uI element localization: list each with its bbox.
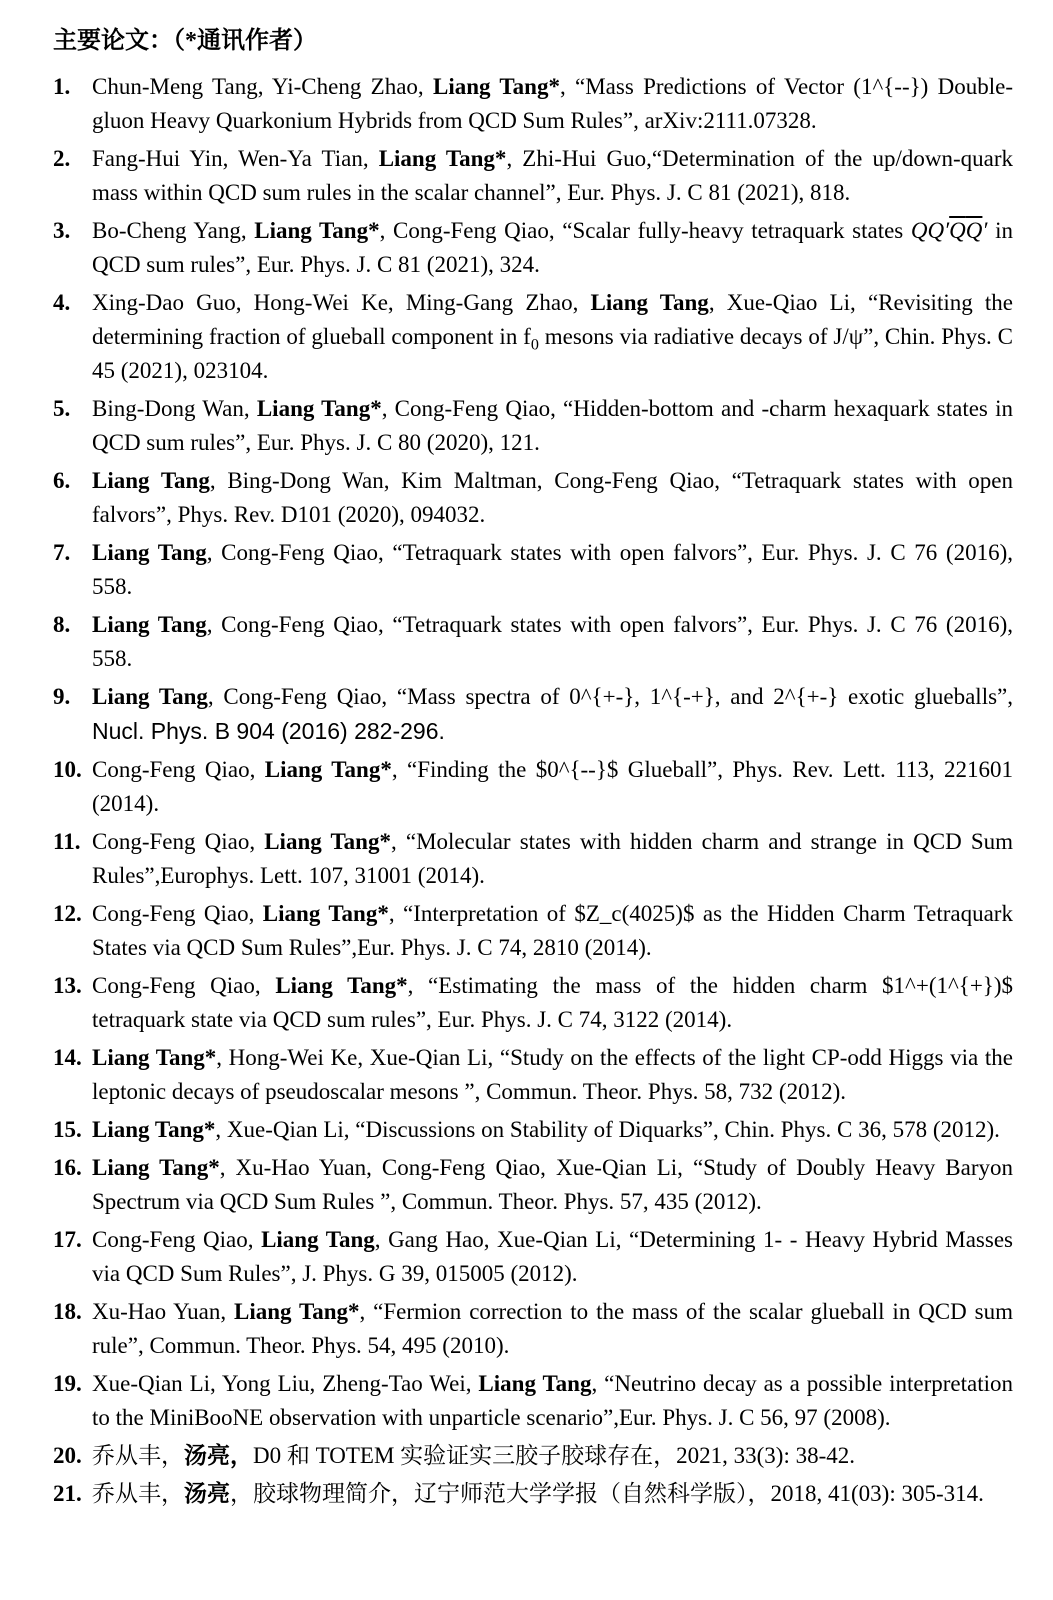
text-segment: Bo-Cheng Yang, — [92, 218, 255, 243]
text-segment: , Cong-Feng Qiao, “Scalar fully-heavy tetraquark states — [379, 218, 911, 243]
entry-number: 6. — [53, 468, 71, 493]
text-segment: 汤亮 — [184, 1481, 230, 1506]
entry-number: 2. — [53, 146, 71, 171]
text-segment: Liang Tang* — [264, 829, 391, 854]
text-segment: Cong-Feng Qiao, — [92, 829, 265, 854]
text-segment: , Cong-Feng Qiao, “Hidden-bottom and -charm hexaquark states in QCD sum rules”, Eur. Phys. J. C 80 (2020), 121. — [92, 396, 1013, 455]
text-segment: Liang Tang* — [92, 1155, 220, 1180]
text-segment: Liang Tang* — [92, 1045, 217, 1070]
text-segment: Liang Tang — [92, 612, 207, 637]
text-segment: Chun-Meng Tang, Yi-Cheng Zhao, — [92, 74, 433, 99]
publication-entry — [53, 1223, 1013, 1291]
text-segment: Liang Tang — [261, 1227, 375, 1252]
entry-number: 17. — [53, 1227, 82, 1252]
publication-entry — [53, 536, 1013, 604]
text-segment: Xing-Dao Guo, Hong-Wei Ke, Ming-Gang Zhao, — [92, 290, 591, 315]
text-segment: Liang Tang* — [433, 74, 560, 99]
text-segment: 汤亮， — [184, 1443, 253, 1468]
text-segment: Bing-Dong Wan, — [92, 396, 257, 421]
publication-entry — [53, 1113, 1013, 1147]
publication-entry — [53, 1477, 1013, 1511]
text-segment: Liang Tang — [92, 684, 208, 709]
text-segment: $\overline{Q}$ — [965, 218, 983, 243]
text-segment: , Cong-Feng Qiao, “Tetraquark states with open falvors”, Eur. Phys. J. C 76 (2016), 558. — [92, 540, 1013, 599]
text-segment: Liang Tang* — [262, 901, 389, 926]
text-segment: , Hong-Wei Ke, Xue-Qian Li, “Study on the effects of the light CP-odd Higgs via the leptonic decays of pseudoscalar mesons ”, Commun. Theor. Phys. 58, 732 (2012). — [92, 1045, 1013, 1104]
publication-entry — [53, 392, 1013, 460]
text-segment: D0 和 TOTEM 实验证实三胶子胶球存在，2021, 33(3): 38-42. — [253, 1443, 856, 1468]
text-segment: 乔从丰， — [92, 1481, 184, 1506]
entry-number: 1. — [53, 74, 71, 99]
text-segment: , Gang Hao, Xue-Qian Li, “Determining 1- - Heavy Hybrid Masses via QCD Sum Rules”, J. Phys. G 39, 015005 (2012). — [92, 1227, 1013, 1286]
publication-entry — [53, 969, 1013, 1037]
text-segment: , “Neutrino decay as a possible interpretation to the MiniBooNE observation with unparticle scenario”,Eur. Phys. J. C 56, 97 (2008). — [92, 1371, 1014, 1430]
text-segment: Fang-Hui Yin, Wen-Ya Tian, — [92, 146, 379, 171]
page-title: 主要论文：（*通讯作者） — [53, 28, 317, 54]
text-segment: , Cong-Feng Qiao, “Mass spectra of 0^{+-}, 1^{-+}, and 2^{+-} exotic glueballs”, — [207, 684, 1013, 709]
text-segment: 乔从丰， — [92, 1443, 184, 1468]
entry-number: 7. — [53, 540, 71, 565]
publication-entry — [53, 1367, 1013, 1435]
text-segment: mesons via radiative decays of J/ψ”, Chin. Phys. C 45 (2021), 023104. — [92, 324, 1013, 383]
text-segment: , Cong-Feng Qiao, “Tetraquark states with open falvors”, Eur. Phys. J. C 76 (2016), 558. — [92, 612, 1013, 671]
text-segment: Liang Tang* — [378, 146, 507, 171]
publication-list — [53, 70, 1013, 1511]
publication-entry — [53, 70, 1013, 138]
publication-entry — [53, 286, 1013, 388]
publication-entry — [53, 1151, 1013, 1219]
publication-entry — [53, 1295, 1013, 1363]
entry-number: 13. — [53, 973, 82, 998]
entry-number: 16. — [53, 1155, 82, 1180]
entry-number: 14. — [53, 1045, 82, 1070]
entry-number: 15. — [53, 1117, 82, 1142]
text-segment: Cong-Feng Qiao, — [92, 1227, 262, 1252]
text-segment: Liang Tang* — [256, 396, 382, 421]
text-segment: Liang Tang* — [234, 1299, 360, 1324]
text-segment: , “Mass Predictions of Vector (1^{--}) Double-gluon Heavy Quarkonium Hybrids from QCD Sum Rules”, arXiv:2111.07328. — [92, 74, 1013, 133]
publication-entry — [53, 1439, 1013, 1473]
publication-entry — [53, 1041, 1013, 1109]
text-segment: , Bing-Dong Wan, Kim Maltman, Cong-Feng Qiao, “Tetraquark states with open falvors”, Phys. Rev. D101 (2020), 094032. — [92, 468, 1013, 527]
entry-number: 4. — [53, 290, 71, 315]
text-segment: , Xue-Qian Li, “Discussions on Stability of Diquarks”, Chin. Phys. C 36, 578 (2012). — [215, 1117, 1000, 1142]
publication-entry — [53, 214, 1013, 282]
entry-number: 8. — [53, 612, 71, 637]
publication-entry — [53, 753, 1013, 821]
entry-number: 11. — [53, 829, 81, 854]
text-segment: Liang Tang* — [275, 973, 408, 998]
text-segment: Xu-Hao Yuan, — [92, 1299, 235, 1324]
text-segment: , “Finding the $0^{--}$ Glueball”, Phys. Rev. Lett. 113, 221601 (2014). — [92, 757, 1013, 816]
text-segment: Liang Tang — [478, 1371, 592, 1396]
text-segment: 0 — [530, 336, 539, 354]
entry-number: 20. — [53, 1443, 82, 1468]
text-segment: Nucl. Phys. B 904 (2016) 282-296. — [92, 718, 445, 744]
publication-entry — [53, 464, 1013, 532]
publication-entry — [53, 608, 1013, 676]
text-segment: Liang Tang — [92, 468, 210, 493]
text-segment: $\overline{Q}$ — [949, 218, 966, 243]
entry-number: 19. — [53, 1371, 82, 1396]
entry-number: 21. — [53, 1481, 82, 1506]
publication-entry — [53, 680, 1013, 749]
text-segment: Liang Tang — [590, 290, 709, 315]
entry-number: 12. — [53, 901, 82, 926]
entry-number: 10. — [53, 757, 82, 782]
publication-entry — [53, 142, 1013, 210]
text-segment: QQ′ — [910, 218, 950, 243]
entry-number: 9. — [53, 684, 71, 709]
text-segment: , “Interpretation of $Z_c(4025)$ as the Hidden Charm Tetraquark States via QCD Sum Rules”,Eur. Phys. J. C 74, 2810 (2014). — [92, 901, 1013, 960]
text-segment: Cong-Feng Qiao, — [92, 973, 276, 998]
publication-entry — [53, 825, 1013, 893]
text-segment: , “Fermion correction to the mass of the scalar glueball in QCD sum rule”, Commun. Theor. Phys. 54, 495 (2010). — [92, 1299, 1013, 1358]
text-segment: ′ — [982, 218, 988, 243]
text-segment: Liang Tang — [92, 540, 207, 565]
text-segment: , Xue-Qiao Li, “Revisiting the determining fraction of glueball component in f — [92, 290, 1013, 349]
entry-number: 18. — [53, 1299, 82, 1324]
text-segment: , “Molecular states with hidden charm and strange in QCD Sum Rules”,Europhys. Lett. 107, 31001 (2014). — [92, 829, 1013, 888]
text-segment: Liang Tang* — [254, 218, 380, 243]
text-segment: Cong-Feng Qiao, — [92, 901, 263, 926]
text-segment: in QCD sum rules”, Eur. Phys. J. C 81 (2021), 324. — [92, 218, 1013, 277]
entry-number: 3. — [53, 218, 71, 243]
text-segment: , Zhi-Hui Guo,“Determination of the up/down-quark mass within QCD sum rules in the scalar channel”, Eur. Phys. J. C 81 (2021), 818. — [92, 146, 1013, 205]
text-segment: Xue-Qian Li, Yong Liu, Zheng-Tao Wei, — [92, 1371, 479, 1396]
text-segment: , Xu-Hao Yuan, Cong-Feng Qiao, Xue-Qian Li, “Study of Doubly Heavy Baryon Spectrum via QCD Sum Rules ”, Commun. Theor. Phys. 57, 435 (2012). — [92, 1155, 1013, 1214]
text-segment: , “Estimating the mass of the hidden charm $1^+(1^{+})$ tetraquark state via QCD sum rules”, Eur. Phys. J. C 74, 3122 (2014). — [92, 973, 1013, 1032]
text-segment: ，胶球物理简介，辽宁师范大学学报（自然科学版），2018, 41(03): 305-314. — [230, 1481, 984, 1506]
text-segment: Liang Tang* — [264, 757, 392, 782]
entry-number: 5. — [53, 396, 71, 421]
publication-entry — [53, 897, 1013, 965]
text-segment: Liang Tang* — [92, 1117, 216, 1142]
text-segment: Cong-Feng Qiao, — [92, 757, 265, 782]
